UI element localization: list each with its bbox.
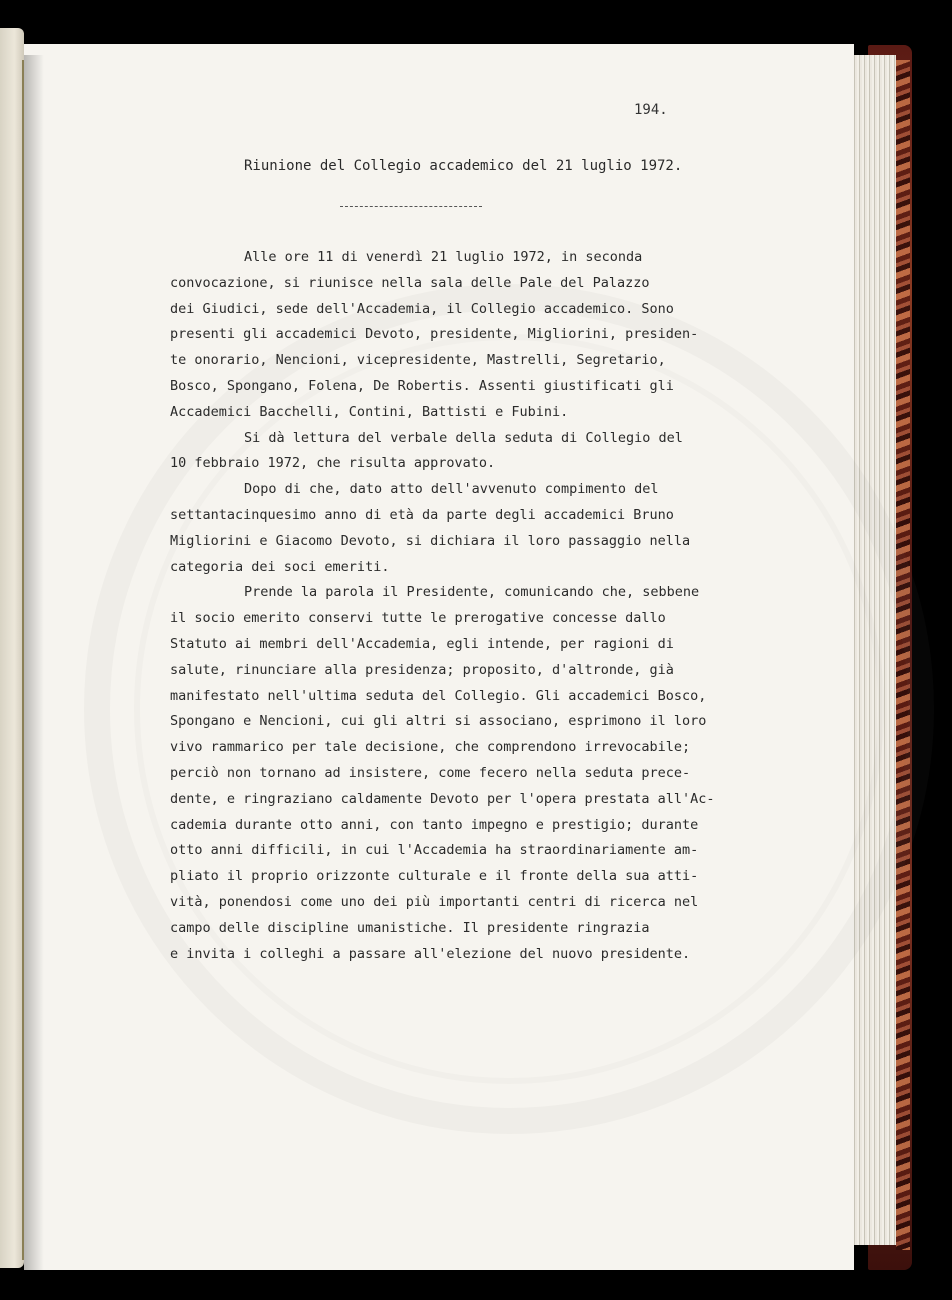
text-line: e invita i colleghi a passare all'elezione del nuovo presidente. xyxy=(170,945,691,962)
text-line: presenti gli accademici Devoto, presidente, Migliorini, presiden- xyxy=(170,326,699,343)
text-line: vità, ponendosi come uno dei più importanti centri di ricerca nel xyxy=(170,893,699,910)
text-line: settantacinquesimo anno di età da parte degli accademici Bruno xyxy=(170,506,674,523)
text-line: cademia durante otto anni, con tanto impegno e prestigio; durante xyxy=(170,816,699,833)
text-line: il socio emerito conservi tutte le prerogative concesse dallo xyxy=(170,610,666,627)
text-line: Dopo di che, dato atto dell'avvenuto compimento del xyxy=(244,481,659,498)
text-line: te onorario, Nencioni, vicepresidente, Mastrelli, Segretario, xyxy=(170,352,666,369)
left-page-edge xyxy=(0,28,24,1268)
text-line: Bosco, Spongano, Folena, De Robertis. Assenti giustificati gli xyxy=(170,377,674,394)
text-line: convocazione, si riunisce nella sala delle Pale del Palazzo xyxy=(170,274,650,291)
text-line: campo delle discipline umanistiche. Il presidente ringrazia xyxy=(170,919,650,936)
text-line: Si dà lettura del verbale della seduta di Collegio del xyxy=(244,429,683,446)
text-line: Statuto ai membri dell'Accademia, egli intende, per ragioni di xyxy=(170,635,674,652)
document-page xyxy=(24,44,854,1270)
title-divider xyxy=(340,206,482,207)
text-line: dente, e ringraziano caldamente Devoto per l'opera prestata all'Ac- xyxy=(170,790,715,807)
text-line: pliato il proprio orizzonte culturale e il fronte della sua atti- xyxy=(170,868,699,885)
text-line: Accademici Bacchelli, Contini, Battisti e Fubini. xyxy=(170,403,569,420)
text-line: vivo rammarico per tale decisione, che comprendono irrevocabile; xyxy=(170,739,691,756)
text-line: 10 febbraio 1972, che risulta approvato. xyxy=(170,455,496,472)
text-line: perciò non tornano ad insistere, come fecero nella seduta prece- xyxy=(170,764,691,781)
text-line: otto anni difficili, in cui l'Accademia ha straordinariamente am- xyxy=(170,842,699,859)
text-line: Prende la parola il Presidente, comunicando che, sebbene xyxy=(244,584,700,601)
text-line: categoria dei soci emeriti. xyxy=(170,558,390,575)
text-line: Spongano e Nencioni, cui gli altri si associano, esprimono il loro xyxy=(170,713,707,730)
body-text xyxy=(170,245,715,967)
text-line: Alle ore 11 di venerdì 21 luglio 1972, in seconda xyxy=(244,249,643,265)
page-title: Riunione del Collegio accademico del 21 luglio 1972. xyxy=(244,158,683,174)
text-line: salute, rinunciare alla presidenza; proposito, d'altronde, già xyxy=(170,661,674,678)
text-line: manifestato nell'ultima seduta del Collegio. Gli accademici Bosco, xyxy=(170,687,707,704)
spine-shadow xyxy=(24,55,44,1270)
text-line: dei Giudici, sede dell'Accademia, il Collegio accademico. Sono xyxy=(170,300,674,317)
text-line: Migliorini e Giacomo Devoto, si dichiara il loro passaggio nella xyxy=(170,532,691,549)
page-number: 194. xyxy=(634,102,668,118)
